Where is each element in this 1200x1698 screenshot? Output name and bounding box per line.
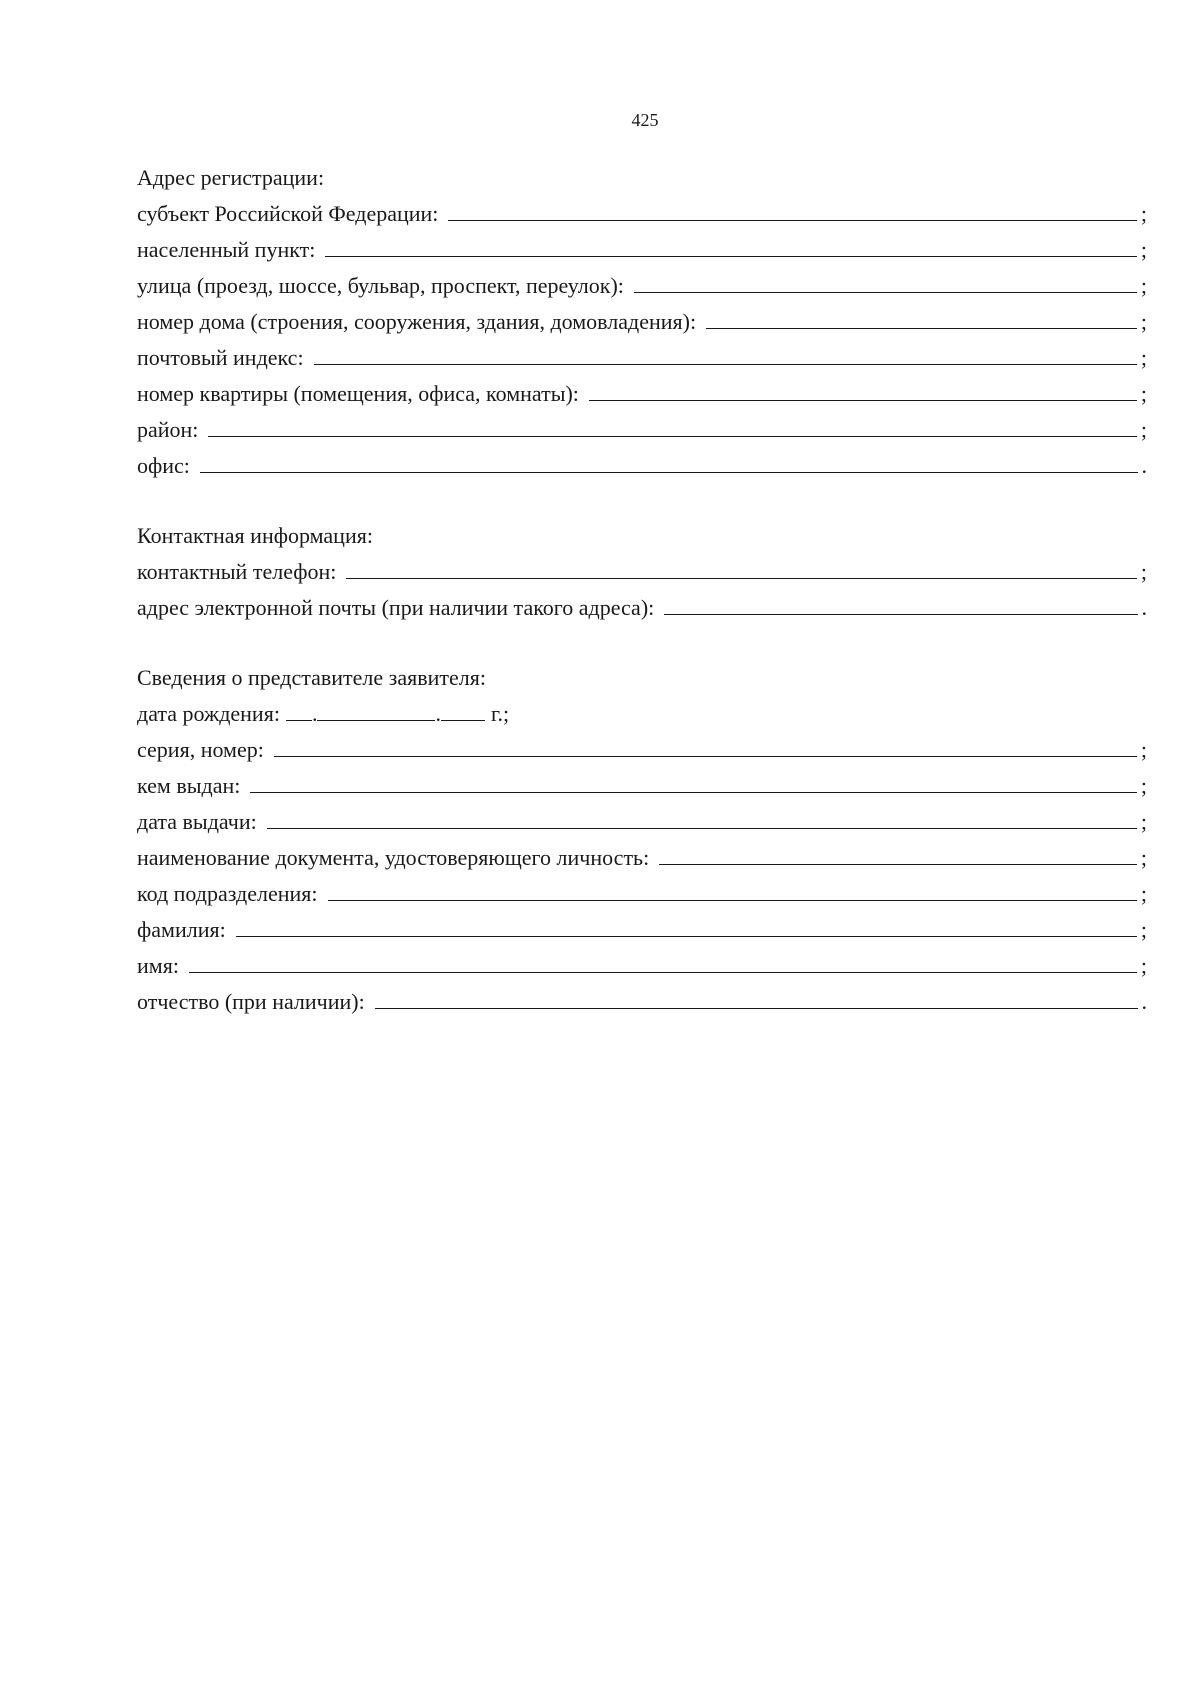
date-separator: .: [435, 701, 441, 726]
field-terminator: ;: [1140, 237, 1147, 262]
field-house-number: [137, 304, 1147, 340]
field-contact-phone: [137, 554, 1147, 590]
field-terminator: ;: [1140, 881, 1147, 906]
field-label: почтовый индекс:: [137, 345, 304, 370]
field-terminator: ;: [1140, 417, 1147, 442]
contact-heading: Контактная информация:: [137, 523, 373, 548]
field-label: дата рождения:: [137, 701, 280, 726]
field-label: номер дома (строения, сооружения, здания, домовладения):: [137, 309, 697, 334]
field-blank-line[interactable]: [236, 914, 1137, 937]
field-series-number: [137, 732, 1147, 768]
field-label: населенный пункт:: [137, 237, 316, 262]
field-terminator: ;: [1140, 917, 1147, 942]
field-patronymic: [137, 984, 1147, 1020]
field-blank-line[interactable]: [706, 306, 1137, 329]
field-blank-line[interactable]: [208, 414, 1136, 437]
field-id-document-name: [137, 840, 1147, 876]
field-blank-line[interactable]: [325, 234, 1137, 257]
field-issue-date: [137, 804, 1147, 840]
field-blank-line[interactable]: [328, 878, 1137, 901]
field-terminator: ;: [1140, 773, 1147, 798]
field-label: субъект Российской Федерации:: [137, 201, 439, 226]
field-terminator: ;: [1140, 381, 1147, 406]
field-department-code: [137, 876, 1147, 912]
field-email: [137, 590, 1147, 626]
representative-heading: Сведения о представителе заявителя:: [137, 665, 486, 690]
field-apartment: [137, 376, 1147, 412]
field-terminator: ;: [1140, 845, 1147, 870]
field-label: офис:: [137, 453, 190, 478]
field-subject-rf: [137, 196, 1147, 232]
form-content: [137, 160, 1147, 1020]
field-label: контактный телефон:: [137, 559, 337, 584]
field-label: отчество (при наличии):: [137, 989, 365, 1014]
field-terminator: ;: [1140, 345, 1147, 370]
registration-heading: Адрес регистрации:: [137, 165, 325, 190]
field-terminator: .: [1141, 453, 1147, 478]
field-terminator: ;: [1140, 953, 1147, 978]
field-district: [137, 412, 1147, 448]
birth-day-blank[interactable]: [286, 698, 312, 721]
date-separator: .: [311, 701, 318, 726]
field-blank-line[interactable]: [314, 342, 1137, 365]
field-label: фамилия:: [137, 917, 226, 942]
field-label: район:: [137, 417, 199, 442]
field-issued-by: [137, 768, 1147, 804]
birth-month-blank[interactable]: [317, 698, 435, 721]
field-label: дата выдачи:: [137, 809, 257, 834]
contact-section: [137, 518, 1147, 626]
field-terminator: ;: [1140, 809, 1147, 834]
field-terminator: .: [1141, 989, 1147, 1014]
field-blank-line[interactable]: [659, 842, 1137, 865]
field-blank-line[interactable]: [346, 556, 1137, 579]
field-blank-line[interactable]: [267, 806, 1137, 829]
field-label: номер квартиры (помещения, офиса, комнаты):: [137, 381, 579, 406]
field-office: [137, 448, 1147, 484]
page-number: 425: [631, 110, 659, 130]
field-blank-line[interactable]: [589, 378, 1137, 401]
year-suffix: г.;: [490, 701, 510, 726]
section-spacer: [137, 484, 1147, 518]
field-locality: [137, 232, 1147, 268]
field-blank-line[interactable]: [375, 986, 1138, 1009]
field-first-name: [137, 948, 1147, 984]
field-blank-line[interactable]: [634, 270, 1137, 293]
field-label: наименование документа, удостоверяющего личность:: [137, 845, 650, 870]
field-postal-code: [137, 340, 1147, 376]
field-surname: [137, 912, 1147, 948]
field-blank-line[interactable]: [200, 450, 1138, 473]
field-label: кем выдан:: [137, 773, 241, 798]
field-label: код подразделения:: [137, 881, 318, 906]
section-spacer: [137, 626, 1147, 660]
field-terminator: ;: [1140, 737, 1147, 762]
field-blank-line[interactable]: [448, 198, 1136, 221]
field-label: улица (проезд, шоссе, бульвар, проспект, переулок):: [137, 273, 624, 298]
field-street: [137, 268, 1147, 304]
field-blank-line[interactable]: [664, 592, 1137, 615]
field-label: адрес электронной почты (при наличии такого адреса):: [137, 595, 655, 620]
field-blank-line[interactable]: [250, 770, 1137, 793]
registration-section: [137, 160, 1147, 484]
birth-year-blank[interactable]: [441, 698, 485, 721]
field-blank-line[interactable]: [274, 734, 1137, 757]
field-terminator: ;: [1140, 273, 1147, 298]
representative-section: [137, 660, 1147, 1020]
field-terminator: ;: [1140, 559, 1147, 584]
field-terminator: ;: [1140, 201, 1147, 226]
field-label: имя:: [137, 953, 179, 978]
field-label: серия, номер:: [137, 737, 264, 762]
field-terminator: .: [1141, 595, 1147, 620]
field-birth-date: [137, 696, 1147, 732]
field-blank-line[interactable]: [189, 950, 1137, 973]
field-terminator: ;: [1140, 309, 1147, 334]
